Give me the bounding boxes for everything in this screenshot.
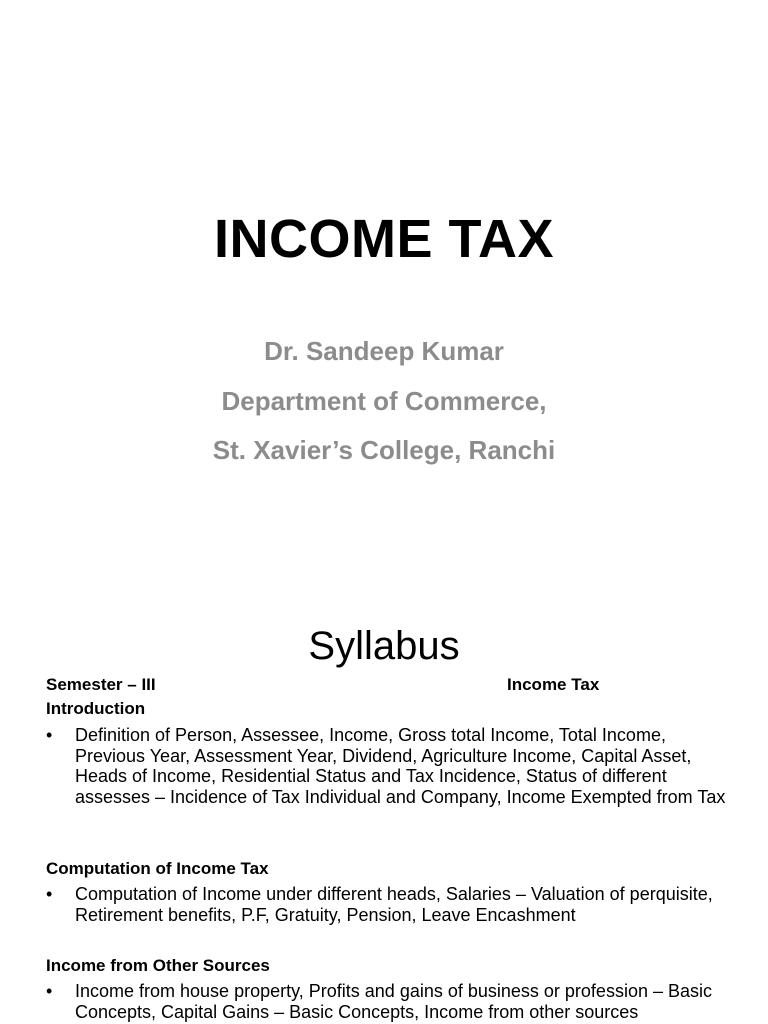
bullet-introduction (46, 725, 726, 807)
bullet-text: Definition of Person, Assessee, Income, Gross total Income, Total Income, Previous Year, Assessment Year, Dividend, Agriculture Income, Capital Asset, Heads of Income, Residential Status and Tax Incidence, Status of different assesses – Incidence of Tax Individual and Company, Income Exempted from Tax (75, 725, 726, 807)
bullet-computation (46, 884, 726, 925)
bullet-text: Income from house property, Profits and gains of business or profession – Basic Concepts, Capital Gains – Basic Concepts, Income from other sources (75, 981, 712, 1022)
bullet-icon: • (46, 981, 53, 1001)
bullet-text: Computation of Income under different heads, Salaries – Valuation of perquisite, Retirement benefits, P.F, Gratuity, Pension, Leave Encashment (75, 884, 713, 925)
semester-row (46, 675, 736, 697)
slide-title: INCOME TAX (214, 209, 554, 269)
college-name: St. Xavier’s College, Ranchi (212, 435, 556, 465)
syllabus-slide (0, 580, 768, 1024)
section-heading-other-sources: Income from Other Sources (46, 956, 270, 975)
subject-label: Income Tax (507, 675, 600, 694)
department-name: Department of Commerce, (221, 386, 547, 416)
syllabus-title: Syllabus (308, 624, 460, 668)
bullet-icon: • (46, 884, 53, 904)
bullet-icon: • (46, 725, 53, 745)
bullet-other-sources (46, 981, 726, 1022)
semester-label: Semester – III (46, 675, 156, 694)
section-heading-computation: Computation of Income Tax (46, 859, 269, 878)
author-name: Dr. Sandeep Kumar (264, 336, 504, 366)
section-heading-introduction: Introduction (46, 699, 146, 718)
